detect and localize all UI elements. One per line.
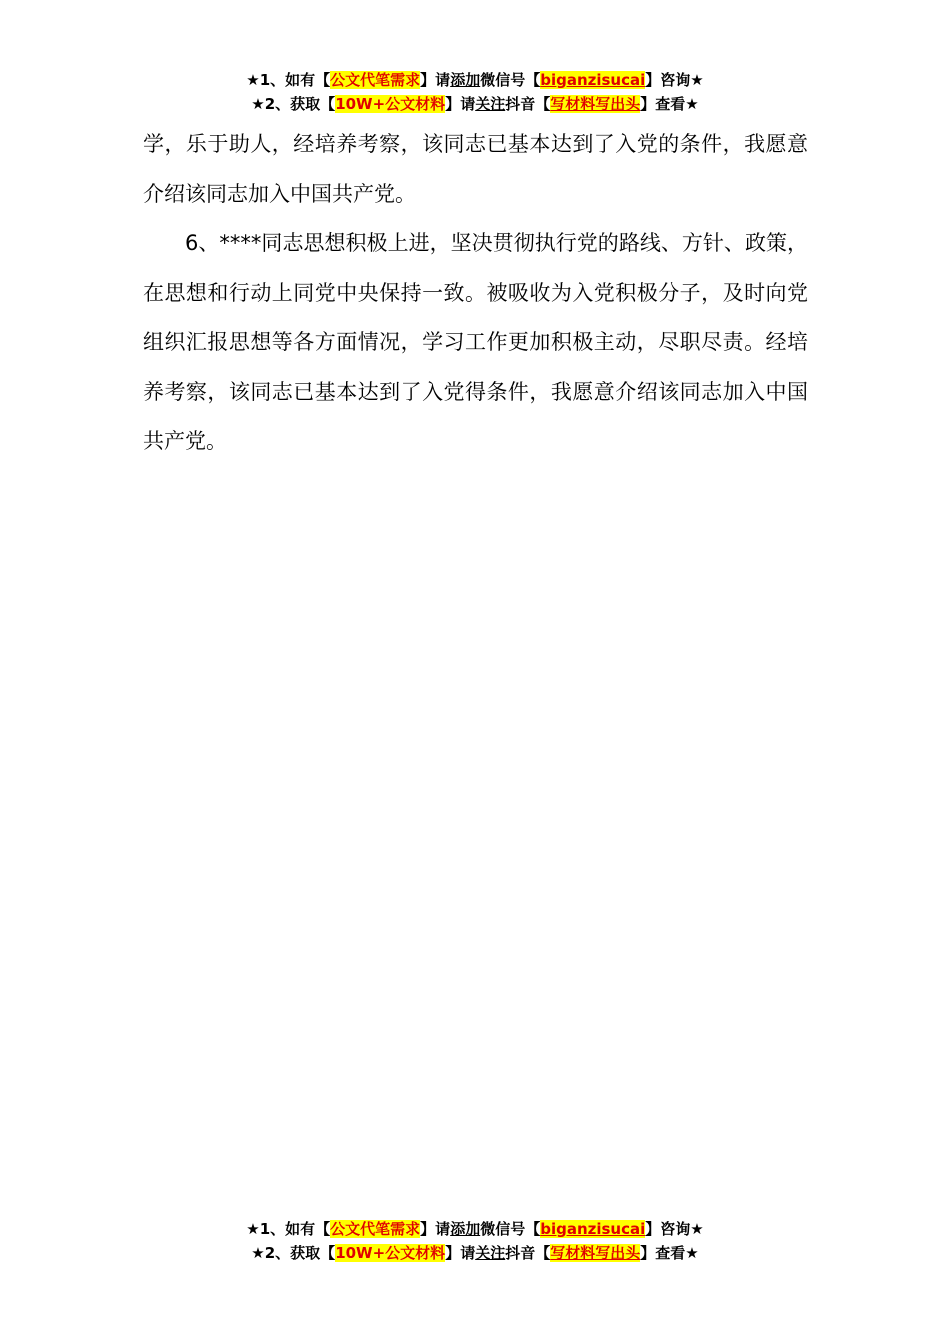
footer-line-1-text-d: 】咨询★ <box>645 1220 704 1238</box>
wechat-id-highlight: biganzisucai <box>540 71 646 89</box>
footer-line-2 <box>0 1241 950 1265</box>
footer-line-1 <box>0 1217 950 1241</box>
header-line-1 <box>0 68 950 92</box>
header-line-1-text-c: 微信号【 <box>480 71 541 89</box>
header-line-2-text-a: ★2、获取【 <box>251 95 336 113</box>
materials-offer-highlight: 10W+公文材料 <box>335 95 446 113</box>
header-line-2-text-c: 抖音【 <box>505 95 551 113</box>
materials-offer-highlight: 10W+公文材料 <box>335 1244 446 1262</box>
document-body <box>143 120 808 467</box>
ghostwriting-service-highlight: 公文代笔需求 <box>330 1220 421 1238</box>
header-line-1-text-a: ★1、如有【 <box>246 71 331 89</box>
footer-line-2-text-b: 】请 <box>445 1244 476 1262</box>
paragraph-continued: 学，乐于助人，经培养考察，该同志已基本达到了入党的条件，我愿意介绍该同志加入中国共产党。 <box>143 132 808 206</box>
douyin-account-highlight: 写材料写出头 <box>550 1244 641 1262</box>
header-line-2 <box>0 92 950 116</box>
header-line-2-text-d: 】查看★ <box>640 95 699 113</box>
ghostwriting-service-highlight: 公文代笔需求 <box>330 71 421 89</box>
wechat-id-highlight: biganzisucai <box>540 1220 646 1238</box>
footer-line-1-text-b: 】请 <box>420 1220 451 1238</box>
follow-emphasis: 关注 <box>475 95 506 113</box>
add-emphasis: 添加 <box>450 71 481 89</box>
footer-line-2-text-c: 抖音【 <box>505 1244 551 1262</box>
header-line-2-text-b: 】请 <box>445 95 476 113</box>
header-banner <box>0 68 950 116</box>
header-line-1-text-d: 】咨询★ <box>645 71 704 89</box>
footer-line-2-text-d: 】查看★ <box>640 1244 699 1262</box>
follow-emphasis: 关注 <box>475 1244 506 1262</box>
footer-banner <box>0 1217 950 1265</box>
footer-line-2-text-a: ★2、获取【 <box>251 1244 336 1262</box>
footer-line-1-text-a: ★1、如有【 <box>246 1220 331 1238</box>
douyin-account-highlight: 写材料写出头 <box>550 95 641 113</box>
paragraph-item-6: 6、****同志思想积极上进，坚决贯彻执行党的路线、方针、政策，在思想和行动上同党中央保持一致。被吸收为入党积极分子，及时向党组织汇报思想等各方面情况，学习工作更加积极主动，尽职尽责。经培养考察，该同志已基本达到了入党得条件，我愿意介绍该同志加入中国共产党。 <box>143 231 808 453</box>
header-line-1-text-b: 】请 <box>420 71 451 89</box>
add-emphasis: 添加 <box>450 1220 481 1238</box>
footer-line-1-text-c: 微信号【 <box>480 1220 541 1238</box>
